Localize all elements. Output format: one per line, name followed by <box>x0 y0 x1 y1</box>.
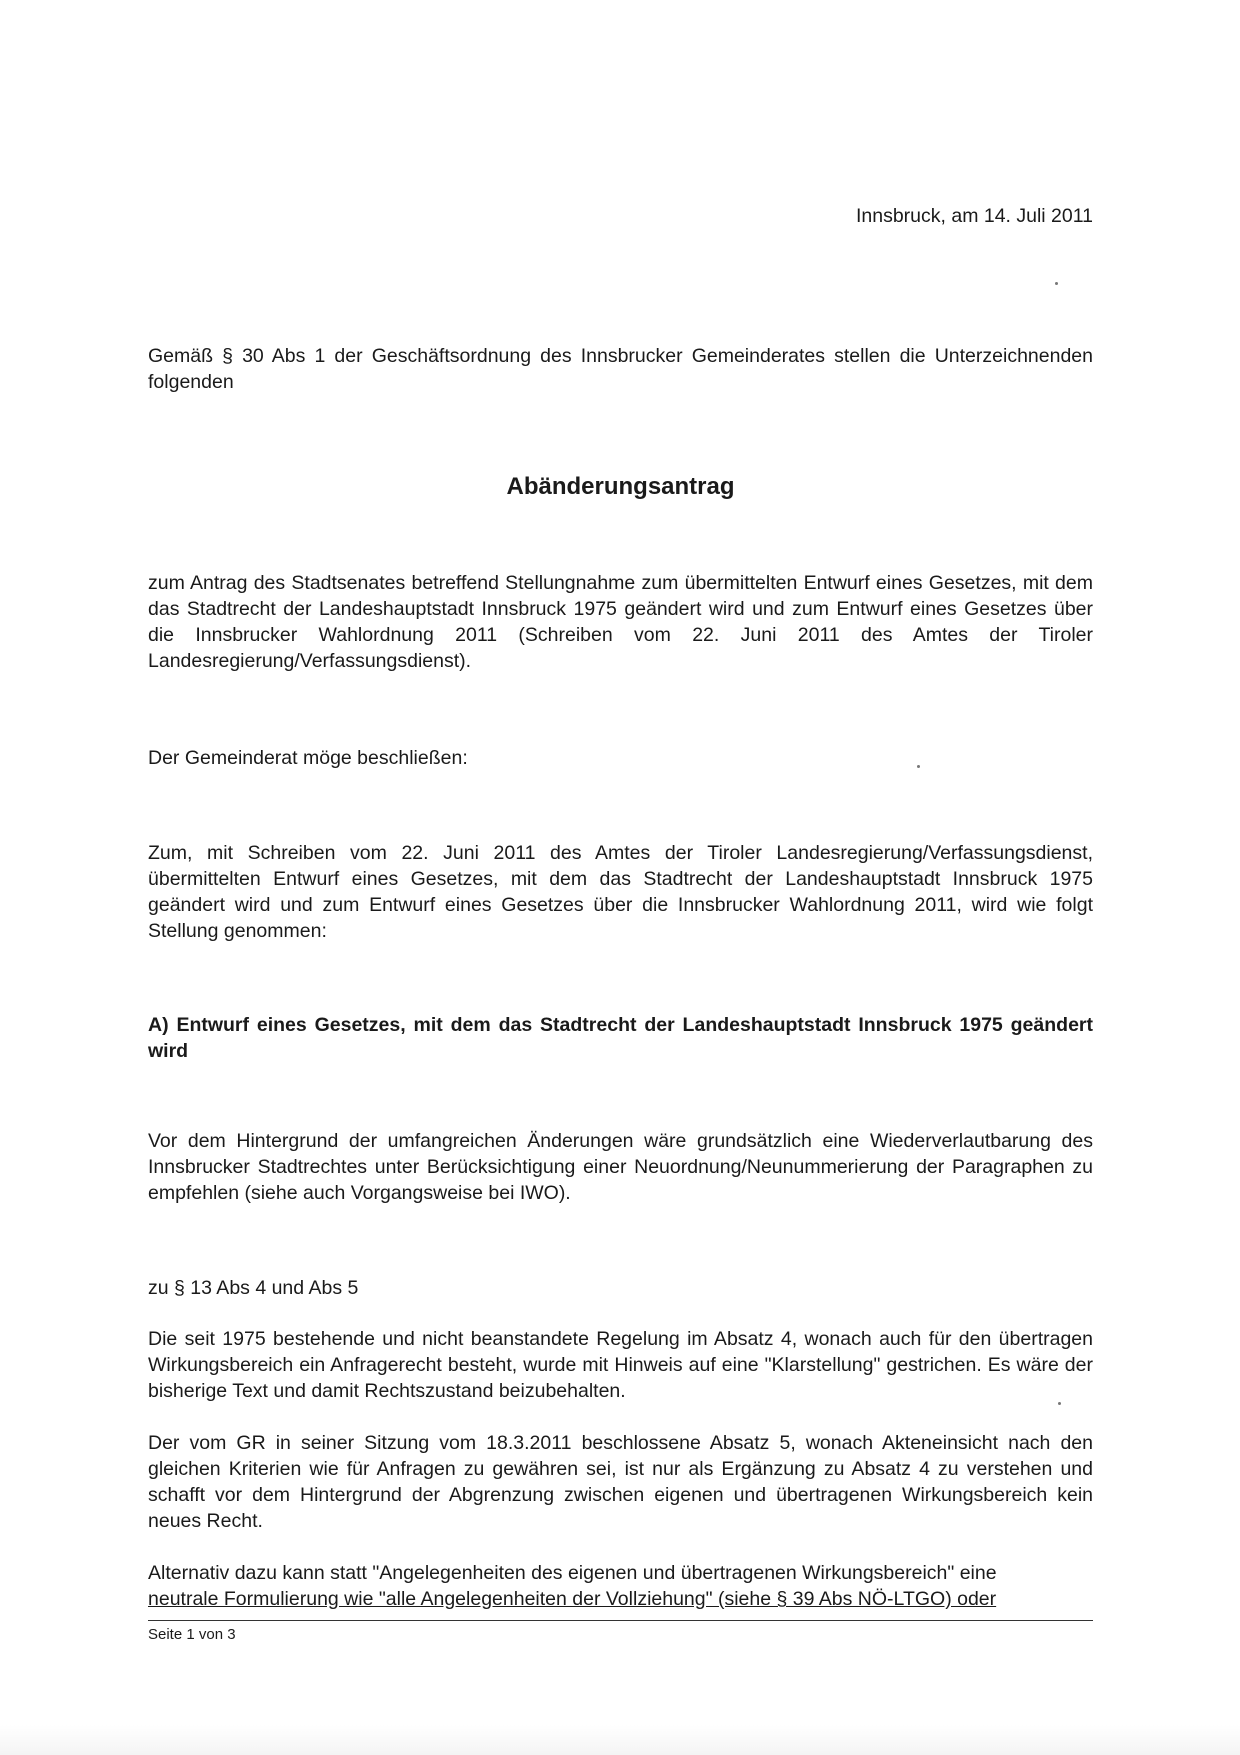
section-13-paragraph-1: Die seit 1975 bestehende und nicht beanstandete Regelung im Absatz 4, wonach auch für den übertragen Wirkungsbereich ein Anfragerecht besteht, wurde mit Hinweis auf eine "Klarstellung" gestrichen. Es wäre der bisherige Text und damit Rechtszustand beizubehalten. <box>148 1328 1093 1402</box>
section-13-paragraph-3-line-2: neutrale Formulierung wie "alle Angelegenheiten der Vollziehung" (siehe § 39 Abs NÖ-LTGO) oder <box>148 1588 997 1610</box>
section-13-heading: zu § 13 Abs 4 und Abs 5 <box>148 1277 359 1299</box>
footer-rule <box>148 1620 1093 1621</box>
section-13-paragraph-3-line-1: Alternativ dazu kann statt "Angelegenheiten des eigenen und übertragenen Wirkungsbereich" eine <box>148 1562 997 1584</box>
section-a-heading: A) Entwurf eines Gesetzes, mit dem das Stadtrecht der Landeshauptstadt Innsbruck 1975 geändert wird <box>148 1014 1093 1062</box>
scan-bottom-edge <box>0 1725 1240 1755</box>
section-13-paragraph-2: Der vom GR in seiner Sitzung vom 18.3.2011 beschlossene Absatz 5, wonach Akteneinsicht nach den gleichen Kriterien wie für Anfragen zu gewähren sei, ist nur als Ergänzung zu Absatz 4 zu verstehen und schafft vor dem Hintergrund der Abgrenzung zwischen eigenen und übertragenen Wirkungsbereich kein neues Recht. <box>148 1432 1093 1532</box>
document-title: Abänderungsantrag <box>506 473 735 500</box>
place-date: Innsbruck, am 14. Juli 2011 <box>855 205 1093 227</box>
subject-paragraph: zum Antrag des Stadtsenates betreffend Stellungnahme zum übermittelten Entwurf eines Gesetzes, mit dem das Stadtrecht der Landeshauptstadt Innsbruck 1975 geändert wird und zum Entwurf eines Gesetzes über die Innsbrucker Wahlordnung 2011 (Schreiben vom 22. Juni 2011 des Amtes der Tiroler Landesregierung/Verfassungsdienst). <box>148 572 1093 672</box>
scan-speck <box>917 765 920 768</box>
section-13-paragraph-3 <box>148 1560 1093 1612</box>
section-a-paragraph: Vor dem Hintergrund der umfangreichen Änderungen wäre grundsätzlich eine Wiederverlautbarung des Innsbrucker Stadtrechtes unter Berücksichtigung einer Neuordnung/Neunummerierung der Paragraphen zu empfehlen (siehe auch Vorgangsweise bei IWO). <box>148 1130 1093 1204</box>
resolution-intro: Der Gemeinderat möge beschließen: <box>148 747 468 769</box>
scan-speck <box>1058 1402 1061 1405</box>
scan-speck <box>1055 282 1058 285</box>
resolution-paragraph: Zum, mit Schreiben vom 22. Juni 2011 des Amtes der Tiroler Landesregierung/Verfassungsdienst, übermittelten Entwurf eines Gesetzes, mit dem das Stadtrecht der Landeshauptstadt Innsbruck 1975 geändert wird und zum Entwurf eines Gesetzes über die Innsbrucker Wahlordnung 2011, wird wie folgt Stellung genommen: <box>148 842 1093 942</box>
intro-paragraph: Gemäß § 30 Abs 1 der Geschäftsordnung des Innsbrucker Gemeinderates stellen die Unterzeichnenden folgenden <box>148 345 1093 393</box>
page-number: Seite 1 von 3 <box>148 1626 236 1643</box>
